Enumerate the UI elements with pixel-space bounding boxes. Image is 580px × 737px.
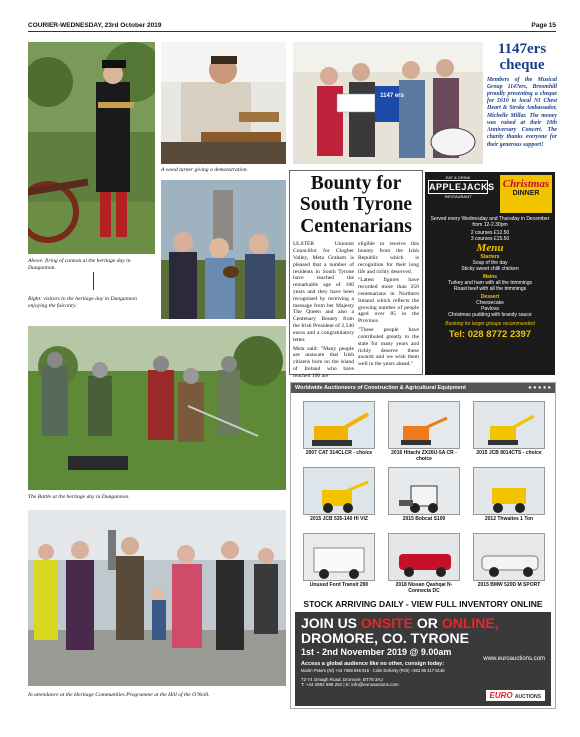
cannon-photo [28,42,155,254]
dessert-item: Christmas pudding with brandy sauce [448,312,532,318]
dessert-heading: Dessert [480,294,500,300]
applejacks-phone: Tel: 028 8772 2397 [448,329,532,340]
stock-banner: STOCK ARRIVING DAILY - VIEW FULL INVENTORY ONLINE [303,599,543,609]
cheque-body: Members of the Musical Group 1147ers, Broomhill proudly presenting a cheque for £610 to local NI Chest Heart & Stroke Ambassador, Michelle Millar. The money was raised at their 10th Anniversary Concert. The charity thanks everyone for their generous support! [487,76,557,148]
join-line [301,616,545,630]
dessert-item: Cheesecake [476,300,504,306]
contacts-text: Martin Peters (NI) +44 7368 846 615 · Colin Doherty (ROI) +353 86 317 6146 [301,668,445,674]
attendance-photo [28,510,286,686]
cheque-article [487,42,557,177]
cheque-title [487,42,557,74]
euro-logo-sub: AUCTIONS [514,694,541,700]
phone-text: T: +44 2882 898 262 | E: info@euroauctions.com [301,682,399,688]
battle-photo [28,326,286,490]
bounty-columns [293,241,419,381]
bounty-article [289,170,423,379]
bobcat-image [388,467,460,515]
falconry-photo [161,180,286,319]
caption-battle: The Battle at the heritage day in Dungannon. [28,494,130,500]
machine-listing [303,533,375,589]
event-website: www.euroauctions.com [483,656,545,662]
header-date: COURIER-WEDNESDAY, 23rd October 2019 [28,22,162,29]
event-date: 1st - 2nd November 2019 @ 9.00am [301,647,452,658]
christmas-text: Christmas [502,178,550,190]
logo-bottom-text: RESTAURANT [444,194,472,199]
applejacks-ad [425,172,555,375]
caption-cannon: Above: firing of cannon at the heritage day in Dungannon. [28,258,131,272]
starter-item: Sticky sweet chilli chicken [461,266,519,272]
cheque-title-line2: cheque [499,56,545,73]
machine-listing [473,401,545,457]
price-2: 3 courses £15.50 [470,236,510,242]
booking-text: Booking for larger groups recommended [445,321,535,327]
cheque-banner-text: 1147 ers [380,93,404,99]
main-item: Turkey and ham with all the trimmings [447,280,532,286]
euro-logo [486,690,545,701]
caption-divider [93,272,94,290]
cheque-title-line1: 1147ers [497,41,547,57]
machine-listing [473,533,545,589]
machine-listing [388,467,460,523]
served-text: Served every Wednesday and Thursday in December from 12-2.30pm [430,216,550,228]
telehandler-image [303,467,375,515]
machine-listing [473,467,545,523]
van-image [303,533,375,581]
machine-label: 2015 JCB 535-140 HI VIZ [310,516,368,522]
page-header [28,20,556,32]
cheque-photo [293,42,483,164]
machine-listing [303,467,375,523]
bounty-col-right [358,241,419,381]
excavator-image [303,401,375,449]
machine-label: 2018 Nissan Qashqai N-Connecta DC [395,582,453,594]
bounty-paragraph: ULSTER Unionist Councillor for Clogher Valley, Meta Graham is pleased that a number of residents in South Tyrone have reached the remarkable age of 100 years and they have been recognised by receiving a message from her Majesty The Queen and also a Centenary Bounty from the Irish President of 2,540 euros and a congratulatory letter. [293,241,354,343]
price-1: 2 courses £12.50 [470,230,510,236]
online-text: ONLINE, [441,615,499,631]
euro-logo-main: EURO [489,691,513,700]
onsite-text: ONSITE [360,615,414,631]
bounty-paragraph: eligible to receive this bounty from the Irish Republic which is recognition for their long life and richly deserved. [358,241,419,275]
machine-label: 2015 JCB 8014CTS - choice [476,450,542,456]
or-text: OR [416,615,438,631]
machine-label: 2012 Thwaites 1 Ton [484,516,534,522]
applejacks-header [428,175,552,213]
nissan-image [388,533,460,581]
bounty-title: Bounty for South Tyrone Centenarians [299,173,413,237]
euro-top-bar [291,383,555,393]
dessert-item: Pavlova [481,306,499,312]
address-text: 72-74 Omagh Road, Dromore, BT78 3AJ [301,677,383,683]
euro-event-block [295,612,551,706]
consign-text: Access a global audience like no other, consign today: [301,661,445,668]
machine-label: 2015 Bobcat S100 [402,516,446,522]
machine-label: 2016 Hitachi ZX26U-5A CR - choice [391,450,457,462]
mini-excavator-image [388,401,460,449]
bounty-paragraph: "These people have contributed greatly to the state for many years and richly deserve these awards and we wish them well in the years ahead." [358,327,419,368]
machine-listing [303,401,375,457]
event-location: DROMORE, CO. TYRONE [301,630,470,646]
machine-label: Unused Ford Transit 290 [309,582,369,588]
main-item: Roast beef with all the trimmings [453,286,527,292]
jcb-excavator-image [473,401,545,449]
join-text: JOIN US [301,615,358,631]
euro-auctions-ad [290,382,556,709]
page-number: Page 15 [531,22,556,29]
caption-woodturner: A wood turner giving a demonstration. [161,167,248,173]
machine-listing [388,533,460,595]
christmas-badge [500,175,552,213]
machine-label: 2007 CAT 314CLCR - choice [305,450,373,456]
euro-tagline: Worldwide Auctioneers of Construction & Agricultural Equipment [295,385,466,391]
bmw-image [473,533,545,581]
logo-top-text: EAT & DRINK [445,175,471,180]
logo-text: APPLEJACKS [429,182,495,192]
starters-heading: Starters [480,254,500,260]
dumper-image [473,467,545,515]
caption-attendance: In attendance at the Heritage Communities Programme at the Hill of the O'Neill. [28,692,210,698]
starter-item: Soup of the day [472,260,508,266]
dinner-text: DINNER [512,190,540,197]
social-icons: ● ● ● ● ● [528,385,551,391]
caption-falconry: Right: visitors to the heritage day in Dungannon enjoying the falconry. [28,296,137,310]
machine-label: 2015 BMW 520D M SPORT [477,582,541,588]
applejacks-logo [428,175,495,199]
woodturner-photo [161,42,286,164]
bounty-paragraph: Meta said: "Many people are unaware that Irish citizens born on the island of Ireland who have reached 100 are [293,345,354,379]
machine-listing [388,401,460,463]
bounty-paragraph: "Latest figures have recorded more than 250 centenarians in Northern Ireland which reflects the growing number of people aged over 85 in the Province. [358,277,419,325]
menu-heading: Menu [476,242,504,254]
mains-heading: Mains [482,274,498,280]
bounty-col-left [293,241,354,381]
